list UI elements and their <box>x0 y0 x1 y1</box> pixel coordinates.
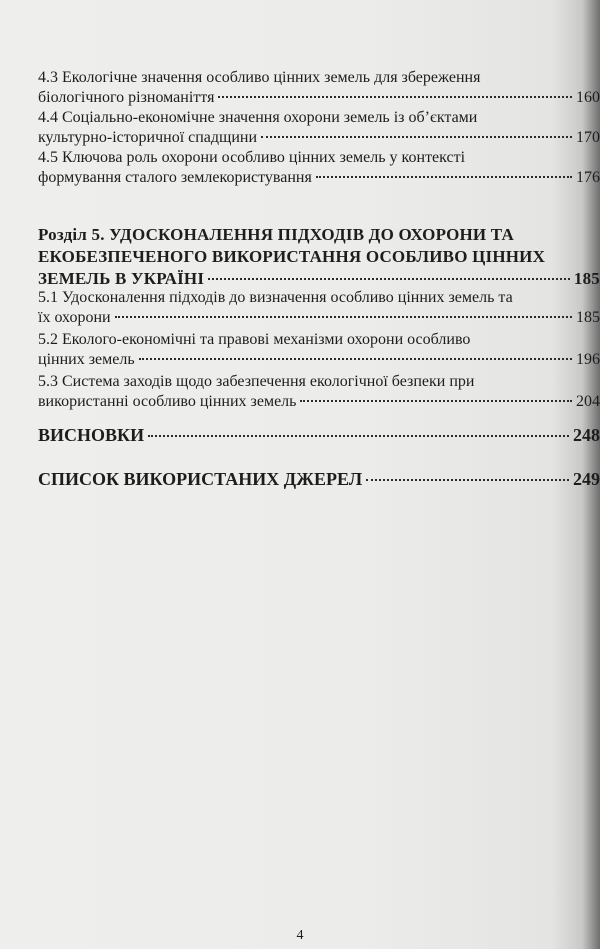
toc-chapter-title-line: Розділ 5. УДОСКОНАЛЕННЯ ПІДХОДІВ ДО ОХОРОНИ ТА <box>38 225 514 244</box>
toc-references-title: СПИСОК ВИКОРИСТАНИХ ДЖЕРЕЛ <box>38 469 363 489</box>
dot-leader <box>366 479 569 481</box>
toc-page-number: 176 <box>576 169 600 186</box>
toc-page-number: 185 <box>573 269 600 288</box>
toc-page-number: 248 <box>573 425 600 445</box>
toc-entry-text-line: 5.2 Еколого-економічні та правові механізми охорони особливо <box>38 331 471 348</box>
dot-leader <box>148 435 569 437</box>
toc-entry-text-line: 5.3 Система заходів щодо забезпечення екологічної безпеки при <box>38 373 475 390</box>
toc-entry-4-4[interactable] <box>38 108 600 148</box>
toc-chapter-title-line: ЕКОБЕЗПЕЧЕНОГО ВИКОРИСТАННЯ ОСОБЛИВО ЦІННИХ <box>38 247 546 266</box>
toc-page-number: 170 <box>576 129 600 146</box>
dot-leader <box>261 136 572 138</box>
toc-entry-4-3[interactable] <box>38 68 600 108</box>
toc-entry-text-line: біологічного різноманіття <box>38 89 215 106</box>
toc-entry-text-line: 5.1 Удосконалення підходів до визначення особливо цінних земель та <box>38 289 513 306</box>
dot-leader <box>208 278 570 280</box>
toc-entry-text-line: 4.5 Ключова роль охорони особливо цінних земель у контексті <box>38 149 466 166</box>
toc-page-number: 204 <box>576 393 600 410</box>
toc-conclusions[interactable] <box>38 424 600 446</box>
toc-entry-4-5[interactable] <box>38 148 600 188</box>
toc-chapter-5[interactable] <box>38 224 600 290</box>
toc-entry-5-2[interactable] <box>38 330 600 370</box>
toc-page-number: 160 <box>576 89 600 106</box>
dot-leader <box>218 96 572 98</box>
toc-entry-5-3[interactable] <box>38 372 600 412</box>
dot-leader <box>115 316 572 318</box>
toc-chapter-title-line: ЗЕМЕЛЬ В УКРАЇНІ <box>38 269 205 288</box>
toc-references[interactable] <box>38 468 600 490</box>
dot-leader <box>316 176 572 178</box>
toc-page-number: 185 <box>576 309 600 326</box>
toc-page-number: 196 <box>576 351 600 368</box>
toc-entry-text-line: 4.3 Екологічне значення особливо цінних земель для збереження <box>38 69 481 86</box>
toc-page-number: 249 <box>573 469 600 489</box>
dot-leader <box>139 358 572 360</box>
toc-entry-text-line: 4.4 Соціально-економічне значення охорони земель із об’єктами <box>38 109 478 126</box>
toc-conclusions-title: ВИСНОВКИ <box>38 425 145 445</box>
toc-entry-text-line: їх охорони <box>38 309 111 326</box>
toc-entry-text-line: цінних земель <box>38 351 135 368</box>
page-number-footer: 4 <box>296 928 304 943</box>
dot-leader <box>300 400 572 402</box>
toc-entry-text-line: формування сталого землекористування <box>38 169 312 186</box>
toc-entry-text-line: використанні особливо цінних земель <box>38 393 297 410</box>
toc-entry-5-1[interactable] <box>38 288 600 328</box>
toc-entry-text-line: культурно-історичної спадщини <box>38 129 258 146</box>
show-through-text <box>40 545 590 602</box>
